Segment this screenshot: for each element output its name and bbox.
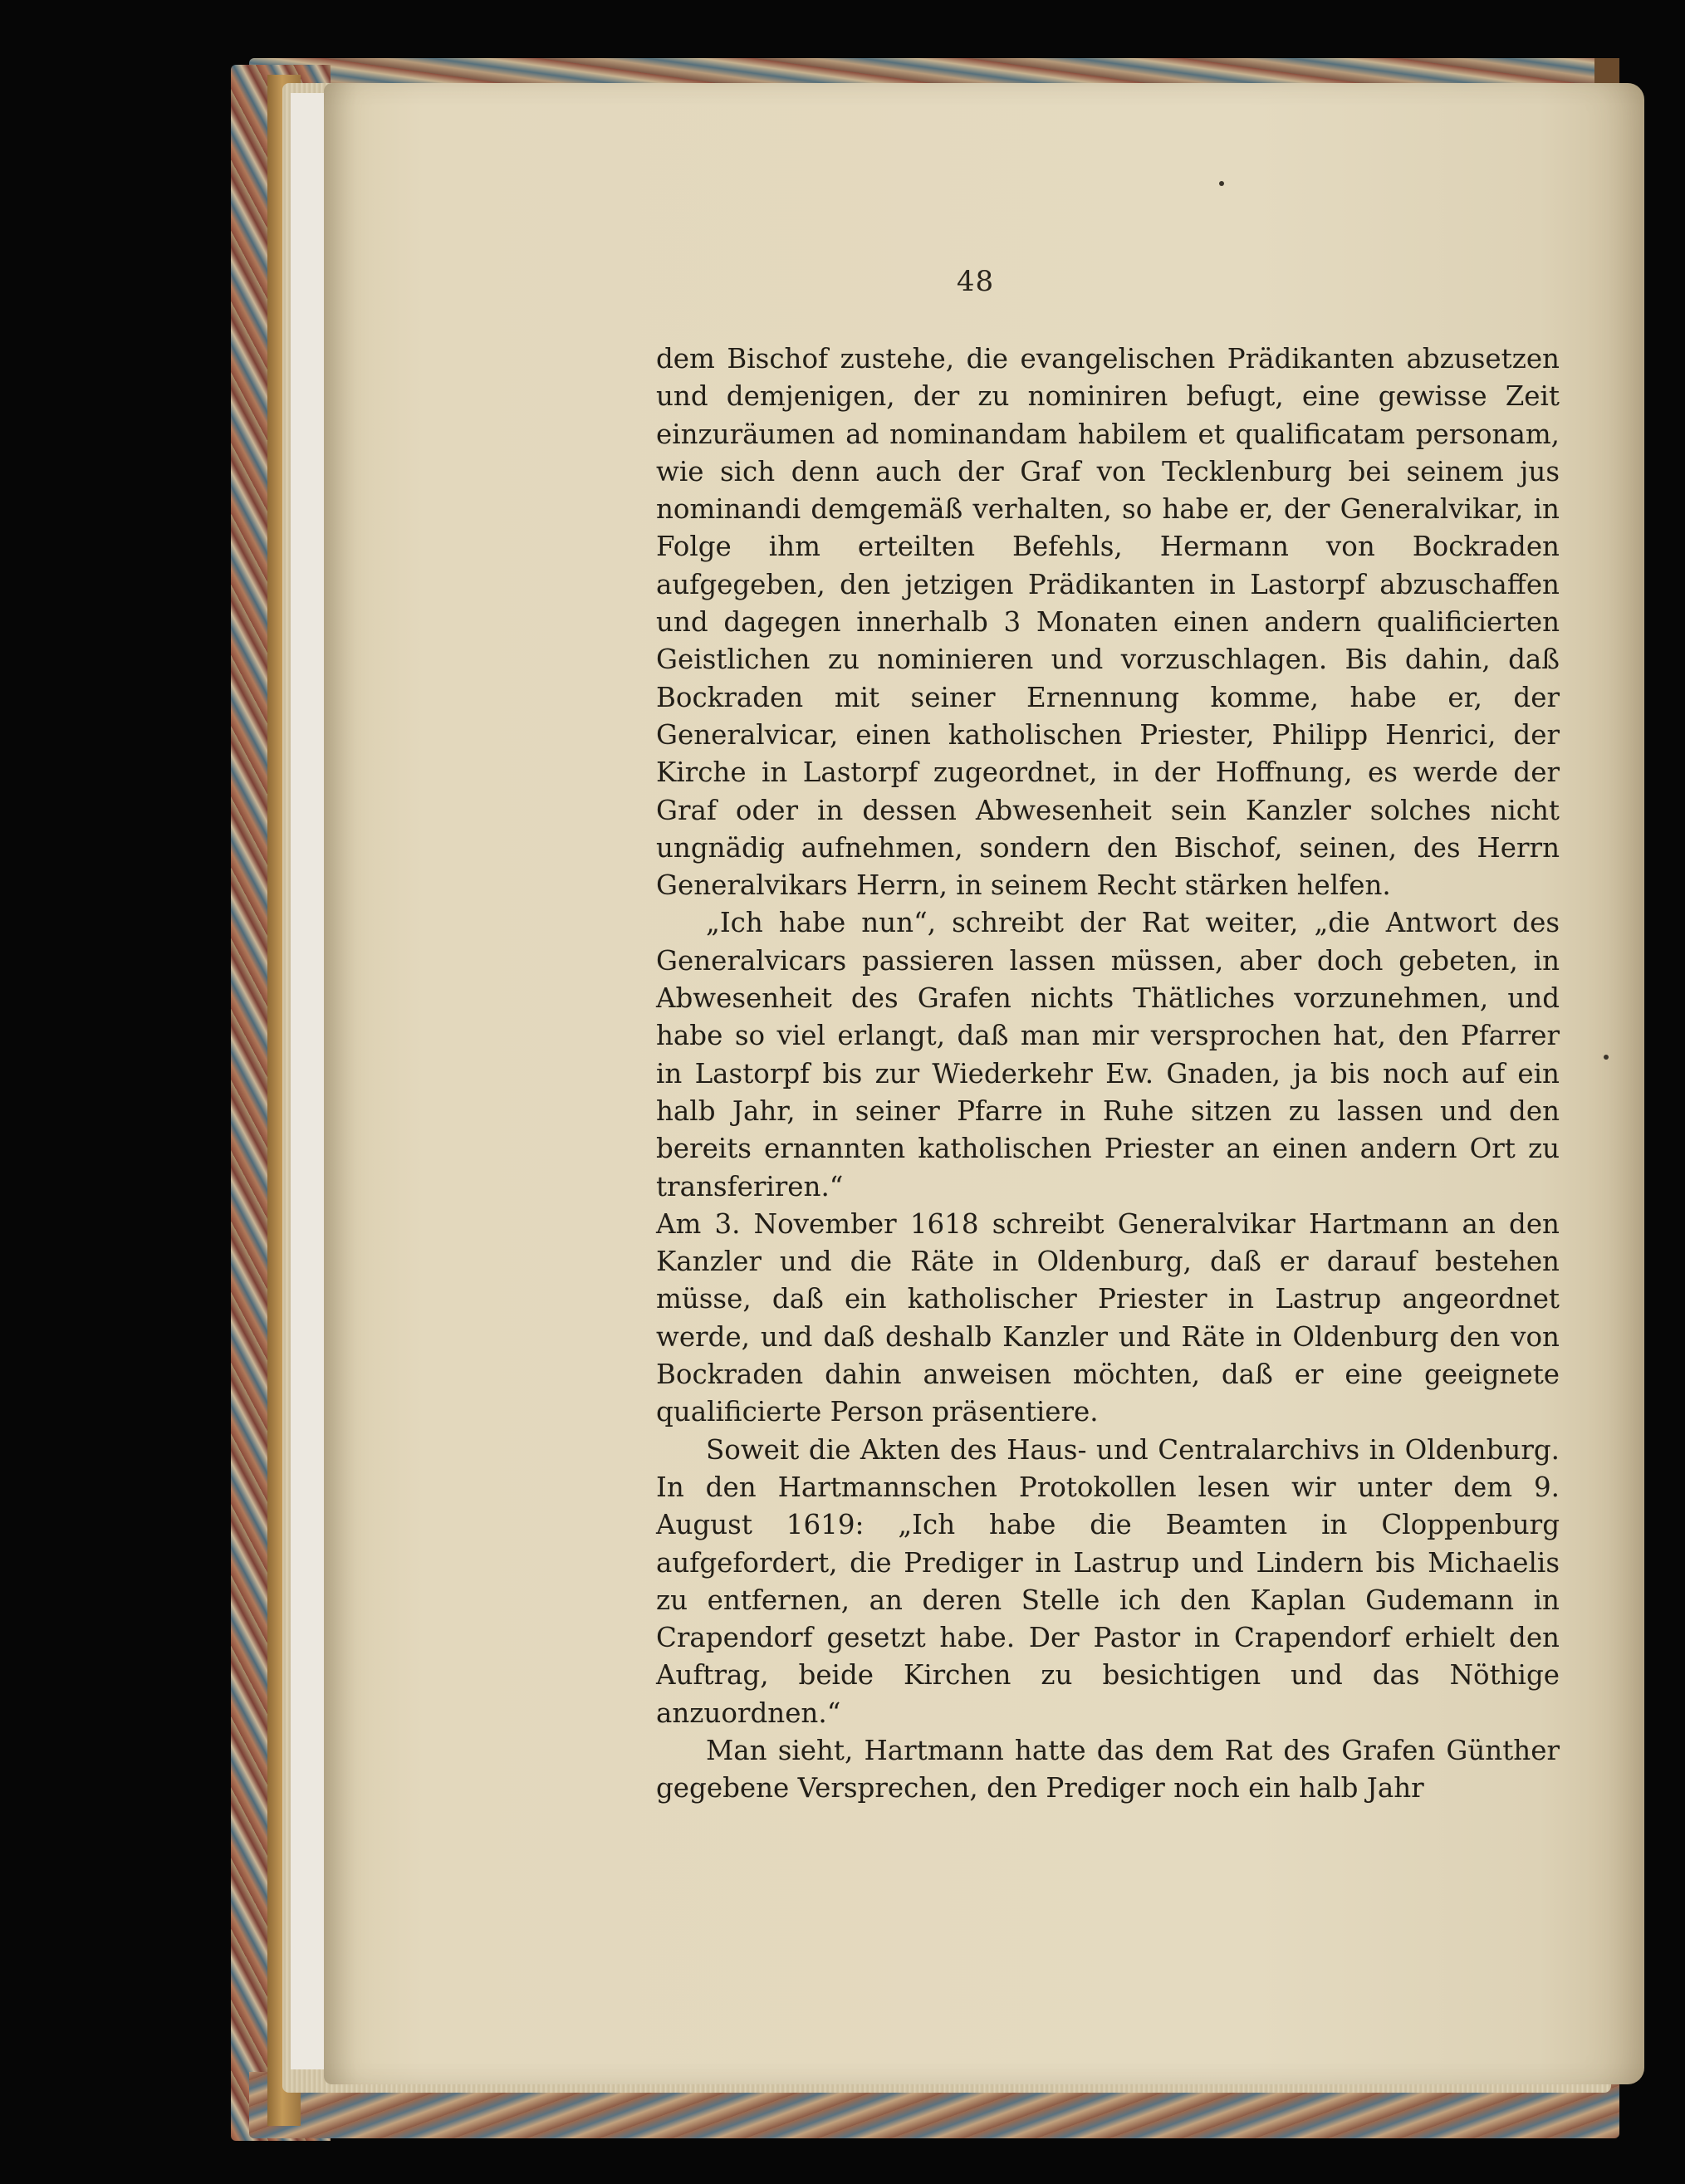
page-number: 48 — [956, 265, 995, 298]
paragraph: Man sieht, Hartmann hatte das dem Rat des Grafen Günther gegebene Versprechen, den Prediger noch ein halb Jahr — [656, 1734, 1560, 1804]
paragraph: Am 3. November 1618 schreibt Generalvikar Hartmann an den Kanzler und die Räte in Oldenburg, daß er darauf bestehen müsse, daß ein katholischer Priester in Lastrup angeordnet werde, und daß deshalb Kanzler und Räte in Oldenburg den von Bockraden dahin anweisen möchten, daß er eine geeignete qualificierte Person präsentiere. — [656, 1207, 1560, 1428]
page-edge-white — [291, 93, 324, 2069]
paragraph: Soweit die Akten des Haus- und Centralarchivs in Oldenburg. In den Hartmannschen Protokollen lesen wir unter dem 9. August 1619: „Ich habe die Beamten in Cloppenburg aufgefordert, die Prediger in Lastrup und Lindern bis Michaelis zu entfernen, an deren Stelle ich den Kaplan Gudemann in Crapendorf gesetzt habe. Der Pastor in Crapendorf erhielt den Auftrag, beide Kirchen zu besichtigen und das Nöthige anzuordnen.“ — [656, 1433, 1560, 1729]
paragraph: dem Bischof zustehe, die evangelischen Prädikanten abzusetzen und demjenigen, der zu nominiren befugt, eine gewisse Zeit einzuräumen ad nominandam habilem et qualificatam personam, wie sich denn auch der Graf von Tecklenburg bei seinem jus nominandi demgemäß verhalten, so habe er, der Generalvikar, in Folge ihm erteilten Befehls, Hermann von Bockraden aufgegeben, den jetzigen Prädikanten in Lastorpf abzuschaffen und dagegen innerhalb 3 Monaten einen andern qualificierten Geistlichen zu nominieren und vorzuschlagen. Bis dahin, daß Bockraden mit seiner Ernennung komme, habe er, der Generalvicar, einen katholischen Priester, Philipp Henrici, der Kirche in Lastorpf zugeordnet, in der Hoffnung, es werde der Graf oder in dessen Abwesenheit sein Kanzler solches nicht ungnädig aufnehmen, sondern den Bischof, seinen, des Herrn Generalvikars Herrn, in seinem Recht stärken helfen. — [656, 343, 1560, 902]
page-speck — [1604, 1055, 1609, 1060]
page-speck — [1219, 181, 1224, 186]
paragraph: „Ich habe nun“, schreibt der Rat weiter, „die Antwort des Generalvicars passieren lassen müssen, aber doch gebeten, in Abwesenheit des Grafen nichts Thätliches vorzunehmen, und habe so viel erlangt, daß man mir versprochen hat, den Pfarrer in Lastorpf bis zur Wiederkehr Ew. Gnaden, ja bis noch auf ein halb Jahr, in seiner Pfarre in Ruhe sitzen zu lassen und den bereits ernannten katholischen Priester an einen andern Ort zu transferiren.“ — [656, 907, 1560, 1202]
body-text — [656, 340, 1560, 1808]
